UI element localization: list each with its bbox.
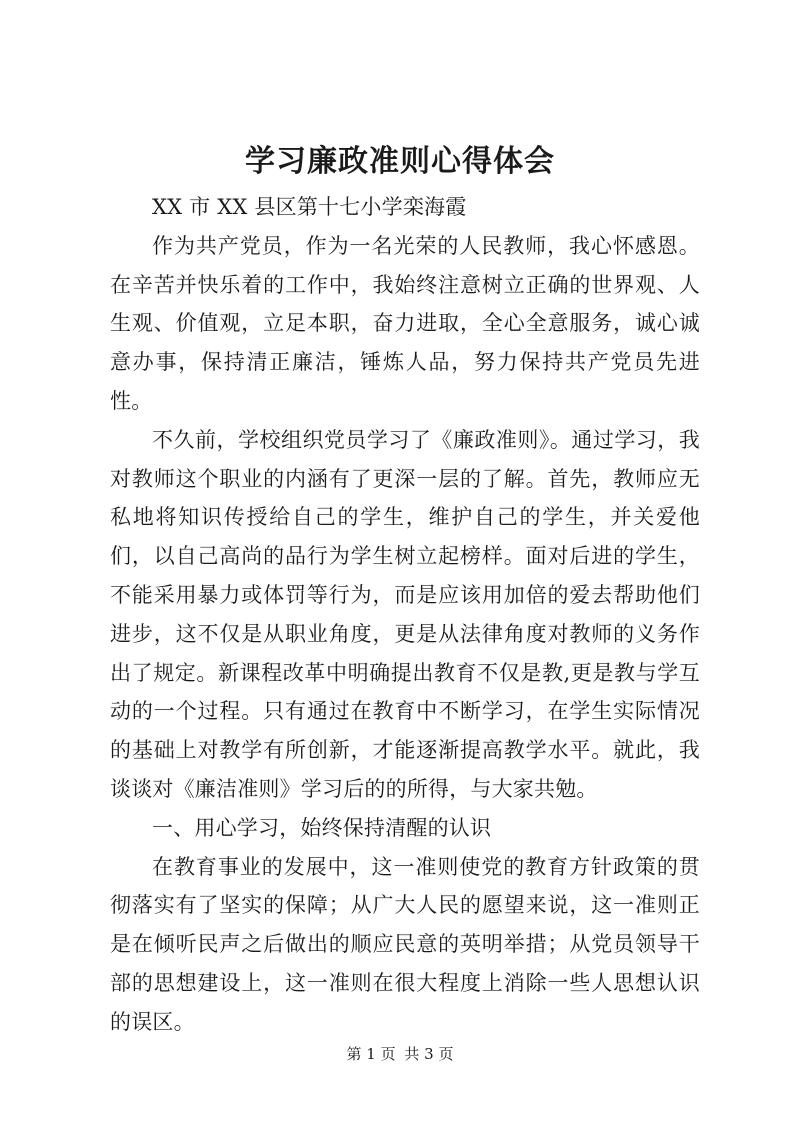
page-title: 学习廉政准则心得体会 <box>245 144 555 179</box>
page-number: 第 1 页 <box>346 1045 396 1063</box>
body-paragraph: 作为共产党员，作为一名光荣的人民教师，我心怀感恩。在辛苦并快乐着的工作中，我始终注意树立正确的世界观、人生观、价值观，立足本职，奋力进取，全心全意服务，诚心诚意办事，保持清正廉洁，锤炼人品，努力保持共产党员先进性。 <box>110 233 700 413</box>
page-total: 共 3 页 <box>404 1045 454 1063</box>
body-paragraph: 在教育事业的发展中，这一准则使党的教育方针政策的贯彻落实有了坚实的保障；从广大人民的愿望来说，这一准则正是在倾听民声之后做出的顺应民意的英明举措；从党员领导干部的思想建设上，这一准则在很大程度上消除一些人思想认识的误区。 <box>110 854 700 1034</box>
author-line: XX 市 XX 县区第十七小学栾海霞 <box>152 195 467 219</box>
body-paragraph: 不久前，学校组织党员学习了《廉政准则》。通过学习，我对教师这个职业的内涵有了更深一层的了解。首先，教师应无私地将知识传授给自己的学生，维护自己的学生，并关爱他们，以自己高尚的品行为学生树立起榜样。面对后进的学生，不能采用暴力或体罚等行为，而是应该用加倍的爱去帮助他们进步，这不仅是从职业角度，更是从法律角度对教师的义务作出了规定。新课程改革中明确提出教育不仅是教,更是教与学互动的一个过程。只有通过在教育中不断学习，在学生实际情况的基础上对教学有所创新，才能逐渐提高教学水平。就此，我谈谈对《廉洁准则》学习后的的所得，与大家共勉。 <box>110 427 700 801</box>
page-footer <box>0 1044 800 1064</box>
section-heading: 一、用心学习，始终保持清醒的认识 <box>152 815 492 840</box>
document-body <box>110 188 700 1042</box>
